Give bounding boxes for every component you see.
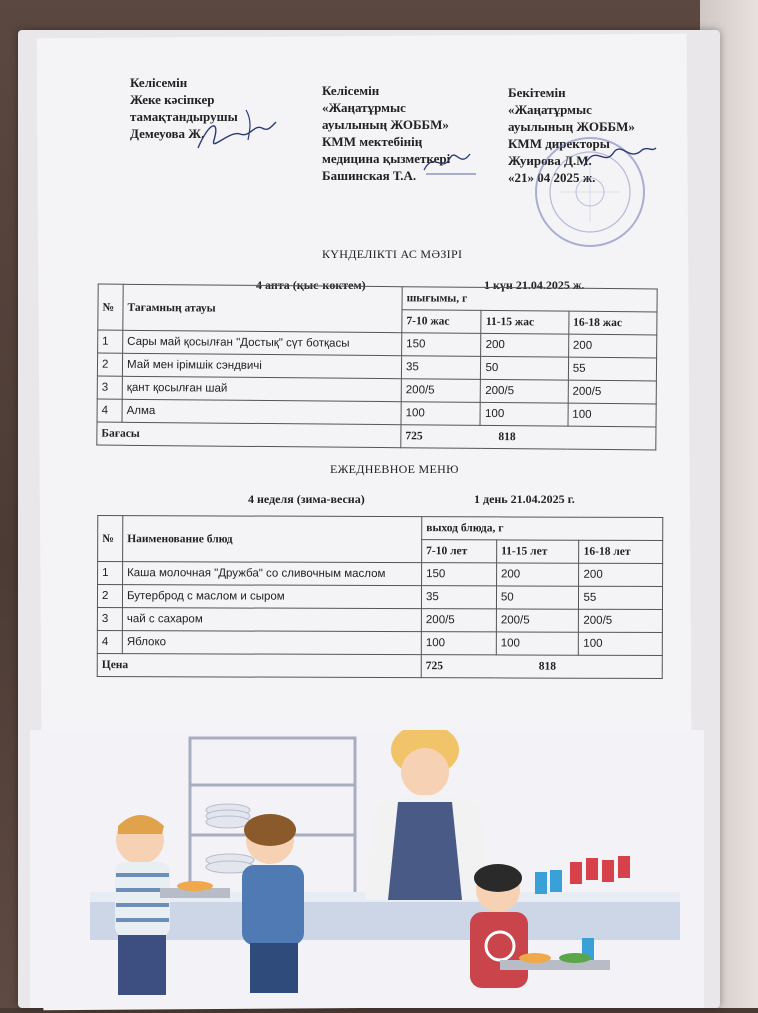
menu-table-kz (96, 284, 657, 451)
header-output: шығымы, г (402, 287, 657, 312)
approval-line: Келісемін (130, 75, 188, 90)
approval-line: Жуирова Д.М. (508, 153, 592, 168)
week-label-kz: 4 апта (қыс-көктем) (256, 278, 366, 292)
row-num: 4 (97, 631, 122, 654)
signature-nurse (420, 140, 480, 180)
day-label-ru: 1 день 21.04.2025 г. (474, 492, 575, 506)
dish-name: Сары май қосылған "Достық" сүт ботқасы (123, 330, 402, 355)
approval-line: «Жаңатұрмыс (322, 100, 406, 115)
price-values (401, 425, 656, 450)
portion: 55 (579, 586, 663, 609)
week-label-ru: 4 неделя (зима-весна) (248, 492, 365, 506)
portion: 100 (568, 403, 656, 427)
day-label-kz: 1 күн 21.04.2025 ж. (484, 278, 585, 292)
portion: 35 (401, 356, 481, 380)
portion: 200/5 (401, 379, 481, 403)
portion: 200/5 (496, 609, 579, 632)
price-label: Бағасы (97, 422, 401, 448)
dish-name: Каша молочная "Дружба" со сливочным маслом (123, 562, 422, 586)
dish-name: чай с сахаром (122, 608, 421, 632)
approval-line: КММ мектебінің (322, 134, 423, 149)
portion: 200 (568, 334, 656, 358)
price-value: 725 (425, 660, 444, 673)
table-row (97, 631, 662, 656)
header-age: 16-18 жас (569, 311, 657, 335)
dish-name: Бутерброд с маслом и сыром (122, 585, 421, 609)
approval-line: Башинская Т.А. (322, 168, 417, 183)
portion: 100 (421, 632, 496, 655)
header-age: 7-10 жас (402, 310, 482, 334)
portion: 100 (579, 632, 663, 655)
row-num: 4 (97, 399, 122, 422)
header-num: № (98, 516, 123, 562)
row-num: 3 (97, 376, 122, 399)
price-label: Цена (97, 654, 421, 678)
row-num: 3 (97, 608, 122, 631)
price-value: 818 (498, 431, 516, 444)
portion: 55 (568, 357, 656, 381)
portion: 200 (496, 563, 579, 586)
portion: 200/5 (481, 379, 568, 403)
portion: 150 (402, 333, 482, 357)
approval-line: медицина қызметкері (322, 151, 451, 166)
approval-line: ауылының ЖОББМ» (508, 119, 635, 134)
row-num: 2 (97, 585, 122, 608)
approval-line: КММ директоры (508, 136, 610, 151)
portion: 200 (481, 333, 568, 357)
approval-line: Бекітемін (508, 85, 566, 100)
table-row (98, 562, 663, 587)
portion: 100 (480, 402, 567, 426)
dish-name: Алма (122, 399, 401, 424)
dish-name: Май мен ірімшік сэндвичі (122, 353, 401, 378)
approval-line: ауылының ЖОББМ» (322, 117, 449, 132)
approval-line: «21» 04 2025 ж. (508, 170, 596, 185)
approval-line: «Жаңатұрмыс (508, 102, 592, 117)
approval-line: тамақтандырушы (130, 109, 238, 124)
menu-title-ru: ЕЖЕДНЕВНОЕ МЕНЮ (330, 462, 459, 476)
header-output: выход блюда, г (422, 517, 663, 541)
row-num: 2 (97, 353, 122, 376)
portion: 200/5 (579, 609, 663, 632)
portion: 35 (421, 586, 496, 609)
row-num: 1 (98, 562, 123, 585)
signature-caterer (190, 100, 280, 160)
price-row (97, 422, 656, 450)
portion: 50 (496, 586, 579, 609)
portion: 50 (481, 356, 568, 380)
header-dish-name: Тағамның атауы (123, 284, 402, 332)
menu-table-ru (97, 515, 664, 679)
portion: 150 (422, 563, 497, 586)
portion: 200 (579, 563, 663, 586)
portion: 200/5 (421, 609, 496, 632)
table-row (97, 585, 662, 610)
blue-cups (535, 870, 562, 894)
row-num: 1 (98, 330, 123, 353)
price-value: 818 (538, 660, 557, 673)
red-cups (570, 856, 630, 884)
child-striped-shirt (115, 815, 170, 995)
approval-line: Келісемін (322, 83, 380, 98)
table-row (97, 608, 662, 633)
header-age: 11-15 жас (481, 310, 568, 334)
signature-director (580, 138, 660, 178)
portion: 200/5 (568, 380, 656, 404)
header-age: 16-18 лет (579, 540, 663, 563)
header-dish-name: Наименование блюд (123, 516, 422, 563)
menu-title-kz: КҮНДЕЛІКТІ АС МӘЗІРІ (322, 247, 463, 261)
header-num: № (98, 284, 123, 330)
dish-name: қант қосылған шай (122, 376, 401, 401)
header-age: 7-10 лет (422, 540, 497, 563)
cafeteria-illustration (30, 730, 704, 1008)
header-age: 11-15 лет (497, 540, 580, 563)
serving-counter (90, 900, 680, 940)
price-values (421, 655, 662, 679)
dish-name: Яблоко (122, 631, 421, 655)
approval-line: Жеке кәсіпкер (130, 92, 215, 107)
portion: 100 (401, 402, 481, 426)
approval-line: Демеуова Ж. (130, 126, 205, 141)
price-row (97, 654, 662, 679)
cafeteria-scene (30, 730, 704, 1008)
price-value: 725 (405, 430, 423, 443)
portion: 100 (496, 632, 579, 655)
child-blue-shirt (242, 814, 304, 993)
cook-figure (365, 730, 490, 900)
